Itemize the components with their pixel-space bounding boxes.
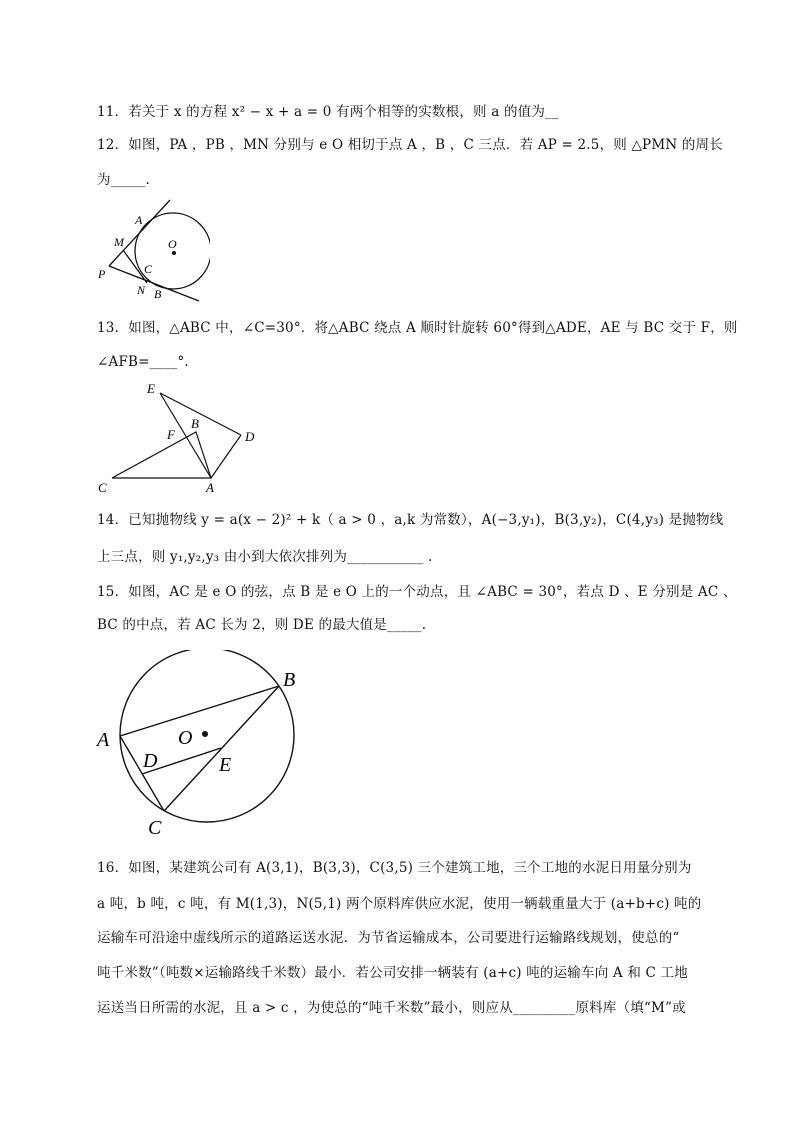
label-C: C — [98, 480, 107, 495]
center-o-dot — [202, 731, 208, 737]
label-O: O — [178, 727, 193, 749]
triangle-abc — [112, 432, 211, 478]
label-A: A — [97, 729, 110, 751]
q14-line1: 14．已知抛物线 y = a(x − 2)² + k（ a > 0 ，a,k 为常数），A(−3,y₁)，B(3,y₂)，C(4,y₃) 是抛物线 — [97, 512, 724, 528]
center-o-dot — [172, 251, 176, 255]
label-M: M — [114, 235, 124, 249]
label-E: E — [219, 754, 232, 776]
label-A: A — [206, 480, 214, 495]
q16-line1: 16．如图，某建筑公司有 A(3,1)，B(3,3)，C(3,5) 三个建筑工地，三个工地的水泥日用量分别为 — [97, 860, 692, 876]
label-P: P — [98, 267, 106, 281]
label-E: E — [147, 381, 155, 396]
label-O: O — [168, 237, 177, 251]
circle-o — [135, 213, 210, 289]
q15-line2: BC 的中点，若 AC 长为 2，则 DE 的最大值是_____. — [97, 617, 427, 633]
label-B: B — [283, 669, 296, 691]
label-C: C — [148, 817, 162, 839]
q12-line2: 为_____. — [97, 172, 150, 188]
label-D: D — [143, 750, 158, 772]
segment-da — [211, 435, 241, 478]
tangent-pa — [109, 200, 170, 266]
q14-line2: 上三点，则 y₁,y₂,y₃ 由小到大依次排列为___________ . — [97, 549, 433, 565]
chord-circle-figure — [90, 650, 310, 845]
label-B: B — [154, 287, 162, 301]
label-B: B — [191, 416, 199, 431]
q15-line1: 15．如图，AC 是 e O 的弦，点 B 是 e O 上的一个动点，且 ∠ABC = 30°，若点 D 、E 分别是 AC 、 — [97, 584, 737, 600]
q16-line5: 运送当日所需的水泥，且 a > c ，为使总的“吨千米数”最小，则应从_________原料库（填“M”或 — [97, 1000, 686, 1016]
q16-line3: 运输车可沿途中虚线所示的道路运送水泥．为节省运输成本，公司要进行运输路线规划，使总的“ — [97, 930, 680, 946]
q12-line1: 12．如图，PA ，PB ，MN 分别与 e O 相切于点 A ，B ，C 三点．若 AP = 2.5，则 △PMN 的周长 — [97, 137, 723, 153]
tangent-circle-figure — [95, 198, 210, 308]
q13-line1: 13．如图，△ABC 中，∠C=30°．将△ABC 绕点 A 顺时针旋转 60°得到△ADE，AE 与 BC 交于 F，则 — [97, 320, 738, 336]
q13-line2: ∠AFB=____°. — [97, 354, 189, 370]
label-A: A — [135, 213, 143, 227]
label-C: C — [144, 262, 153, 276]
label-F: F — [167, 427, 175, 442]
label-N: N — [137, 283, 146, 297]
label-D: D — [245, 429, 255, 444]
q16-line2: a 吨，b 吨，c 吨，有 M(1,3)，N(5,1) 两个原料库供应水泥，使用一辆载重量大于 (a+b+c) 吨的 — [97, 896, 702, 912]
q11-line1: 11．若关于 x 的方程 x² − x + a = 0 有两个相等的实数根，则 a 的值为__ — [97, 104, 559, 120]
rotation-triangle-figure — [95, 375, 265, 497]
q16-line4: 吨千米数”（吨数×运输路线千米数）最小．若公司安排一辆装有 (a+c) 吨的运输车向 A 和 C 工地 — [97, 965, 688, 981]
